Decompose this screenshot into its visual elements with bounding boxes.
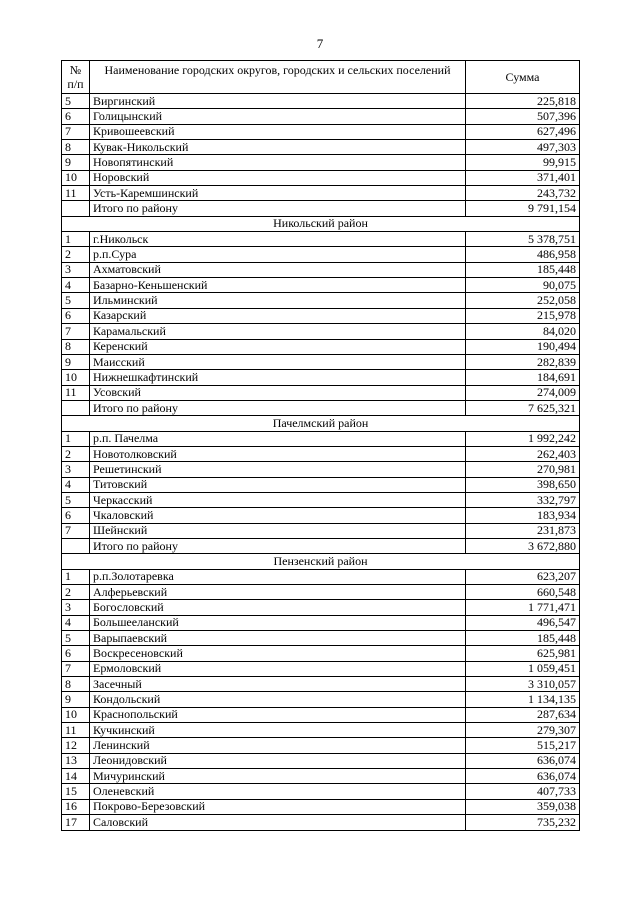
- row-number: 9: [62, 354, 90, 369]
- row-number: 1: [62, 232, 90, 247]
- settlement-name: Карамальский: [90, 324, 466, 339]
- settlement-name: Кучкинский: [90, 723, 466, 738]
- settlement-name: Краснопольский: [90, 707, 466, 722]
- row-number: 17: [62, 815, 90, 830]
- table-row: [62, 707, 580, 722]
- table-row: [62, 446, 580, 461]
- settlement-sum: 623,207: [466, 569, 580, 584]
- settlement-name: Черкасский: [90, 492, 466, 507]
- settlement-sum: 84,020: [466, 324, 580, 339]
- row-number: 8: [62, 677, 90, 692]
- row-number: 6: [62, 646, 90, 661]
- settlement-sum: 398,650: [466, 477, 580, 492]
- settlement-name: Алферьевский: [90, 585, 466, 600]
- table-row: [62, 278, 580, 293]
- settlement-name: Виргинский: [90, 94, 466, 109]
- row-number: 5: [62, 94, 90, 109]
- page-number: 7: [316, 36, 324, 51]
- settlement-sum: 99,915: [466, 155, 580, 170]
- settlement-name: Норовский: [90, 170, 466, 185]
- settlement-name: Засечный: [90, 677, 466, 692]
- settlement-name: Усовский: [90, 385, 466, 400]
- settlement-sum: 287,634: [466, 707, 580, 722]
- table-row: [62, 170, 580, 185]
- table-row: [62, 815, 580, 830]
- settlement-sum: 359,038: [466, 799, 580, 814]
- district-name: Пачелмский район: [62, 416, 580, 431]
- total-empty-cell: [62, 201, 90, 216]
- settlement-name: г.Никольск: [90, 232, 466, 247]
- header-sum: Сумма: [466, 61, 580, 94]
- row-number: 14: [62, 769, 90, 784]
- table-header-row: [62, 61, 580, 94]
- settlement-name: Казарский: [90, 308, 466, 323]
- settlement-name: Новотолковский: [90, 446, 466, 461]
- table-row: [62, 799, 580, 814]
- row-number: 9: [62, 155, 90, 170]
- settlement-name: Новопятинский: [90, 155, 466, 170]
- row-number: 6: [62, 109, 90, 124]
- table-row: [62, 308, 580, 323]
- settlement-sum: 184,691: [466, 370, 580, 385]
- settlement-name: Шейнский: [90, 523, 466, 538]
- settlement-sum: 497,303: [466, 140, 580, 155]
- settlement-name: Нижнешкафтинский: [90, 370, 466, 385]
- settlement-sum: 407,733: [466, 784, 580, 799]
- total-label: Итого по району: [90, 538, 466, 553]
- settlement-sum: 515,217: [466, 738, 580, 753]
- row-number: 13: [62, 753, 90, 768]
- row-number: 12: [62, 738, 90, 753]
- settlement-name: Кондольский: [90, 692, 466, 707]
- settlement-sum: 1 134,135: [466, 692, 580, 707]
- header-num: № п/п: [62, 61, 90, 94]
- settlement-name: Ермоловский: [90, 661, 466, 676]
- settlement-sum: 252,058: [466, 293, 580, 308]
- row-number: 2: [62, 446, 90, 461]
- row-number: 5: [62, 492, 90, 507]
- settlement-sum: 215,978: [466, 308, 580, 323]
- table-row: [62, 569, 580, 584]
- table-row: [62, 247, 580, 262]
- row-number: 7: [62, 523, 90, 538]
- settlement-sum: 90,075: [466, 278, 580, 293]
- table-row: [62, 186, 580, 201]
- district-header-row: [62, 216, 580, 231]
- table-row: [62, 723, 580, 738]
- settlement-sum: 185,448: [466, 631, 580, 646]
- settlement-name: Варыпаевский: [90, 631, 466, 646]
- row-number: 3: [62, 462, 90, 477]
- table-row: [62, 94, 580, 109]
- settlement-name: Голицынский: [90, 109, 466, 124]
- settlement-name: р.п.Золотаревка: [90, 569, 466, 584]
- settlement-name: Кувак-Никольский: [90, 140, 466, 155]
- district-name: Никольский район: [62, 216, 580, 231]
- row-number: 4: [62, 477, 90, 492]
- settlement-name: Усть-Каремшинский: [90, 186, 466, 201]
- table-row: [62, 155, 580, 170]
- settlement-sum: 1 992,242: [466, 431, 580, 446]
- settlement-name: Богословский: [90, 600, 466, 615]
- table-row: [62, 324, 580, 339]
- settlement-sum: 5 378,751: [466, 232, 580, 247]
- settlement-name: Ильминский: [90, 293, 466, 308]
- settlement-name: Покрово-Березовский: [90, 799, 466, 814]
- table-row: [62, 677, 580, 692]
- table-row: [62, 492, 580, 507]
- table-row: [62, 109, 580, 124]
- settlement-sum: 274,009: [466, 385, 580, 400]
- settlement-sum: 371,401: [466, 170, 580, 185]
- settlement-name: Титовский: [90, 477, 466, 492]
- table-row: [62, 508, 580, 523]
- settlement-name: Решетинский: [90, 462, 466, 477]
- total-empty-cell: [62, 400, 90, 415]
- settlement-name: р.п.Сура: [90, 247, 466, 262]
- row-number: 5: [62, 631, 90, 646]
- row-number: 10: [62, 707, 90, 722]
- settlement-name: Ленинский: [90, 738, 466, 753]
- settlement-sum: 1 771,471: [466, 600, 580, 615]
- row-number: 6: [62, 508, 90, 523]
- settlement-sum: 625,981: [466, 646, 580, 661]
- settlement-sum: 279,307: [466, 723, 580, 738]
- row-number: 15: [62, 784, 90, 799]
- table-row: [62, 646, 580, 661]
- total-empty-cell: [62, 538, 90, 553]
- settlement-name: Ахматовский: [90, 262, 466, 277]
- district-total-row: [62, 538, 580, 553]
- district-name: Пензенский район: [62, 554, 580, 569]
- settlement-sum: 660,548: [466, 585, 580, 600]
- settlement-sum: 627,496: [466, 124, 580, 139]
- settlement-sum: 486,958: [466, 247, 580, 262]
- row-number: 7: [62, 324, 90, 339]
- table-row: [62, 431, 580, 446]
- settlement-sum: 282,839: [466, 354, 580, 369]
- header-name: Наименование городских округов, городских и сельских поселений: [90, 61, 466, 94]
- total-label: Итого по району: [90, 201, 466, 216]
- settlement-sum: 270,981: [466, 462, 580, 477]
- settlement-sum: 507,396: [466, 109, 580, 124]
- table-row: [62, 692, 580, 707]
- table-row: [62, 140, 580, 155]
- table-row: [62, 738, 580, 753]
- table-row: [62, 262, 580, 277]
- settlement-name: Базарно-Кеньшенский: [90, 278, 466, 293]
- settlement-sum: 262,403: [466, 446, 580, 461]
- table-row: [62, 784, 580, 799]
- settlement-name: Маисский: [90, 354, 466, 369]
- settlement-sum: 190,494: [466, 339, 580, 354]
- settlement-sum: 636,074: [466, 769, 580, 784]
- row-number: 1: [62, 431, 90, 446]
- table-row: [62, 753, 580, 768]
- row-number: 2: [62, 585, 90, 600]
- row-number: 4: [62, 278, 90, 293]
- settlement-sum: 231,873: [466, 523, 580, 538]
- settlement-name: Большееланский: [90, 615, 466, 630]
- row-number: 7: [62, 124, 90, 139]
- row-number: 4: [62, 615, 90, 630]
- settlement-name: Леонидовский: [90, 753, 466, 768]
- table-row: [62, 523, 580, 538]
- row-number: 6: [62, 308, 90, 323]
- district-header-row: [62, 416, 580, 431]
- table-row: [62, 385, 580, 400]
- row-number: 1: [62, 569, 90, 584]
- row-number: 10: [62, 170, 90, 185]
- row-number: 10: [62, 370, 90, 385]
- total-sum: 9 791,154: [466, 201, 580, 216]
- settlement-sum: 636,074: [466, 753, 580, 768]
- settlement-sum: 3 310,057: [466, 677, 580, 692]
- settlements-table: [61, 60, 580, 831]
- settlement-name: Воскресеновский: [90, 646, 466, 661]
- settlement-name: Керенский: [90, 339, 466, 354]
- row-number: 11: [62, 723, 90, 738]
- settlement-sum: 332,797: [466, 492, 580, 507]
- total-sum: 7 625,321: [466, 400, 580, 415]
- row-number: 3: [62, 262, 90, 277]
- table-row: [62, 293, 580, 308]
- row-number: 8: [62, 140, 90, 155]
- table-row: [62, 585, 580, 600]
- table-row: [62, 370, 580, 385]
- table-row: [62, 124, 580, 139]
- settlement-sum: 225,818: [466, 94, 580, 109]
- settlement-name: Саловский: [90, 815, 466, 830]
- settlement-sum: 185,448: [466, 262, 580, 277]
- table-row: [62, 631, 580, 646]
- settlement-name: Чкаловский: [90, 508, 466, 523]
- table-row: [62, 232, 580, 247]
- settlement-name: Оленевский: [90, 784, 466, 799]
- row-number: 9: [62, 692, 90, 707]
- settlement-sum: 735,232: [466, 815, 580, 830]
- row-number: 11: [62, 385, 90, 400]
- row-number: 7: [62, 661, 90, 676]
- table-row: [62, 600, 580, 615]
- table-row: [62, 769, 580, 784]
- settlement-sum: 243,732: [466, 186, 580, 201]
- settlement-sum: 1 059,451: [466, 661, 580, 676]
- district-header-row: [62, 554, 580, 569]
- settlement-name: р.п. Пачелма: [90, 431, 466, 446]
- total-label: Итого по району: [90, 400, 466, 415]
- table-row: [62, 477, 580, 492]
- table-body: [62, 94, 580, 831]
- row-number: 2: [62, 247, 90, 262]
- row-number: 11: [62, 186, 90, 201]
- table-row: [62, 462, 580, 477]
- district-total-row: [62, 400, 580, 415]
- total-sum: 3 672,880: [466, 538, 580, 553]
- table-row: [62, 615, 580, 630]
- settlement-name: Кривошеевский: [90, 124, 466, 139]
- row-number: 16: [62, 799, 90, 814]
- district-total-row: [62, 201, 580, 216]
- settlement-sum: 183,934: [466, 508, 580, 523]
- settlement-sum: 496,547: [466, 615, 580, 630]
- table-row: [62, 354, 580, 369]
- table-row: [62, 339, 580, 354]
- row-number: 5: [62, 293, 90, 308]
- row-number: 8: [62, 339, 90, 354]
- row-number: 3: [62, 600, 90, 615]
- table-row: [62, 661, 580, 676]
- settlement-name: Мичуринский: [90, 769, 466, 784]
